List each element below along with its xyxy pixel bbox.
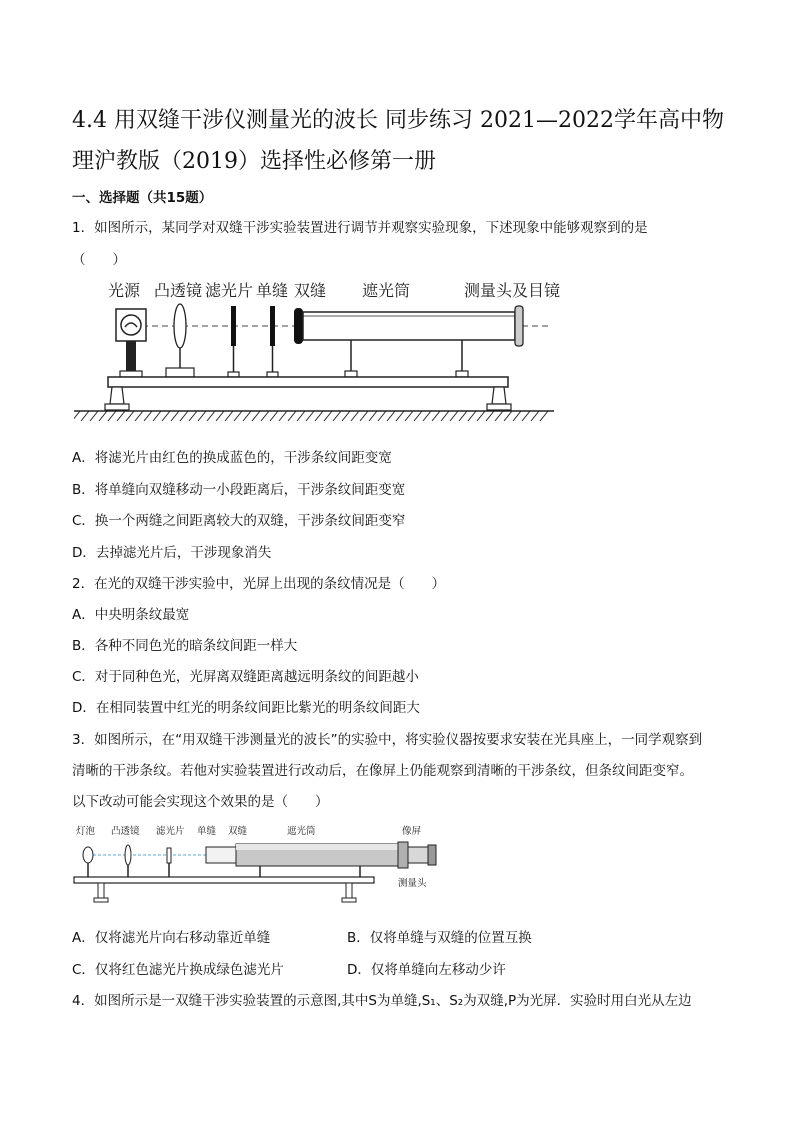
q1-apparatus-figure xyxy=(74,278,568,428)
ground-hatch-line xyxy=(459,411,467,421)
ground-hatch-line xyxy=(81,411,89,421)
q1-stem-line2: （ ） xyxy=(72,252,126,268)
ground-hatch-line xyxy=(360,411,368,421)
ground-hatch-line xyxy=(99,411,107,421)
q3-stem-line1: 3．如图所示，在“用双缝干涉测量光的波长”的实验中，将实验仪器按要求安装在光具座上，一同学观察到 xyxy=(72,732,703,748)
ground-hatch-line xyxy=(261,411,269,421)
ground-hatch-line xyxy=(279,411,287,421)
fig1-label-measuring-head: 测量头及目镜 xyxy=(464,281,561,300)
fig3-label-convex-lens: 凸透镜 xyxy=(111,826,140,837)
ground-hatch-line xyxy=(306,411,314,421)
measuring-head xyxy=(515,306,523,346)
fig1-label-light-source: 光源 xyxy=(108,281,141,300)
ground-hatch-line xyxy=(162,411,170,421)
ground-hatch-line xyxy=(468,411,476,421)
q2-option-a: A．中央明条纹最宽 xyxy=(72,607,190,623)
ground-hatch-line xyxy=(171,411,179,421)
q1-option-b: B．将单缝向双缝移动一小段距离后，干涉条纹间距变宽 xyxy=(72,482,406,498)
ground-hatch-line xyxy=(270,411,278,421)
ground-hatch-line xyxy=(540,411,548,421)
ground-hatch-line xyxy=(315,411,323,421)
ground-hatch-line xyxy=(225,411,233,421)
q1-option-a: A．将滤光片由红色的换成蓝色的，干涉条纹间距变宽 xyxy=(72,450,392,466)
ground-hatch-line xyxy=(495,411,503,421)
q3-option-b: B．仅将单缝与双缝的位置互换 xyxy=(347,930,532,946)
q1-option-d: D．去掉滤光片后，干涉现象消失 xyxy=(72,545,272,561)
ground-hatch-line xyxy=(342,411,350,421)
ground-hatch-line xyxy=(180,411,188,421)
fig1-label-convex-lens: 凸透镜 xyxy=(154,281,203,300)
ground-hatch-line xyxy=(126,411,134,421)
ground-hatch-line xyxy=(333,411,341,421)
fig1-label-filter: 滤光片 xyxy=(205,281,254,300)
q3-apparatus-figure xyxy=(70,820,450,910)
ground-hatch-line xyxy=(297,411,305,421)
double-slit xyxy=(294,308,303,344)
ground-hatch-line xyxy=(432,411,440,421)
q2-stem: 2．在光的双缝干涉实验中，光屏上出现的条纹情况是（ ） xyxy=(72,576,446,592)
fig3-label-light-tube: 遮光筒 xyxy=(287,826,316,837)
ground-hatch-line xyxy=(387,411,395,421)
ground-hatch-line xyxy=(243,411,251,421)
q2-option-c: C．对于同种色光，光屏离双缝距离越远明条纹的间距越小 xyxy=(72,669,419,685)
ground-hatch-line xyxy=(423,411,431,421)
q3-stem-line3: 以下改动可能会实现这个效果的是（ ） xyxy=(72,794,329,810)
ground-hatch-line xyxy=(135,411,143,421)
ground-hatch-line xyxy=(351,411,359,421)
q3-option-c: C．仅将红色滤光片换成绿色滤光片 xyxy=(72,962,284,978)
ground-hatch-line xyxy=(441,411,449,421)
fig3-label-double-slit: 双缝 xyxy=(228,826,248,837)
ground-hatch-line xyxy=(288,411,296,421)
ground-hatch-line xyxy=(477,411,485,421)
fig3-label-measuring-head: 测量头 xyxy=(398,878,427,889)
ground-hatch-line xyxy=(198,411,206,421)
document-title: 4.4 用双缝干涉仪测量光的波长 同步练习 2021—2022学年高中物理沪教版（2019）选择性必修第一册 xyxy=(72,108,724,174)
ground-hatch-line xyxy=(513,411,521,421)
fig1-label-light-tube: 遮光筒 xyxy=(362,281,411,300)
fig3-label-screen: 像屏 xyxy=(402,826,422,837)
q1-option-c: C．换一个两缝之间距离较大的双缝，干涉条纹间距变窄 xyxy=(72,513,406,529)
ground-hatch-line xyxy=(486,411,494,421)
ground-hatch-line xyxy=(396,411,404,421)
section-heading: 一、选择题（共15题） xyxy=(72,190,213,206)
ground-hatch-line xyxy=(144,411,152,421)
ground-hatch-line xyxy=(90,411,98,421)
fig3-label-filter: 滤光片 xyxy=(156,826,185,837)
ground-hatch-line xyxy=(450,411,458,421)
q2-option-d: D．在相同装置中红光的明条纹间距比紫光的明条纹间距大 xyxy=(72,700,420,716)
fig3-label-single-slit: 单缝 xyxy=(197,826,217,837)
q3-option-a: A．仅将滤光片向右移动靠近单缝 xyxy=(72,930,271,946)
q4-stem-line1: 4．如图所示是一双缝干涉实验装置的示意图,其中S为单缝,S₁、S₂为双缝,P为光屏．实验时用白光从左边 xyxy=(72,993,692,1009)
q3-option-d: D．仅将单缝向左移动少许 xyxy=(347,962,506,978)
ground-hatch-line xyxy=(234,411,242,421)
ground-hatch-line xyxy=(74,411,80,421)
ground-hatch-line xyxy=(117,411,125,421)
ground-hatch-line xyxy=(252,411,260,421)
ground-hatch-line xyxy=(369,411,377,421)
ground-hatch-line xyxy=(414,411,422,421)
single-slit xyxy=(270,306,275,346)
ground-hatch-line xyxy=(207,411,215,421)
q3-stem-line2: 清晰的干涉条纹。若他对实验装置进行改动后，在像屏上仍能观察到清晰的干涉条纹，但条纹间距变窄。 xyxy=(72,763,693,779)
q1-stem-line1: 1．如图所示，某同学对双缝干涉实验装置进行调节并观察实验现象，下述现象中能够观察到的是 xyxy=(72,220,648,236)
filter xyxy=(231,306,236,346)
ground-hatch-line xyxy=(531,411,539,421)
ground-hatch-line xyxy=(405,411,413,421)
ground-hatch-line xyxy=(378,411,386,421)
ground-hatch-line xyxy=(216,411,224,421)
ground-hatch-line xyxy=(324,411,332,421)
fig3-label-bulb: 灯泡 xyxy=(76,826,96,837)
ground-hatch-line xyxy=(153,411,161,421)
fig1-label-single-slit: 单缝 xyxy=(256,281,289,300)
ground-hatch-line xyxy=(504,411,512,421)
fig1-label-double-slit: 双缝 xyxy=(294,281,327,300)
q2-option-b: B．各种不同色光的暗条纹间距一样大 xyxy=(72,638,298,654)
convex-lens xyxy=(174,304,186,348)
ground-hatch-line xyxy=(189,411,197,421)
ground-hatch-line xyxy=(522,411,530,421)
optical-bench xyxy=(108,377,508,387)
ground-hatch-line xyxy=(108,411,116,421)
